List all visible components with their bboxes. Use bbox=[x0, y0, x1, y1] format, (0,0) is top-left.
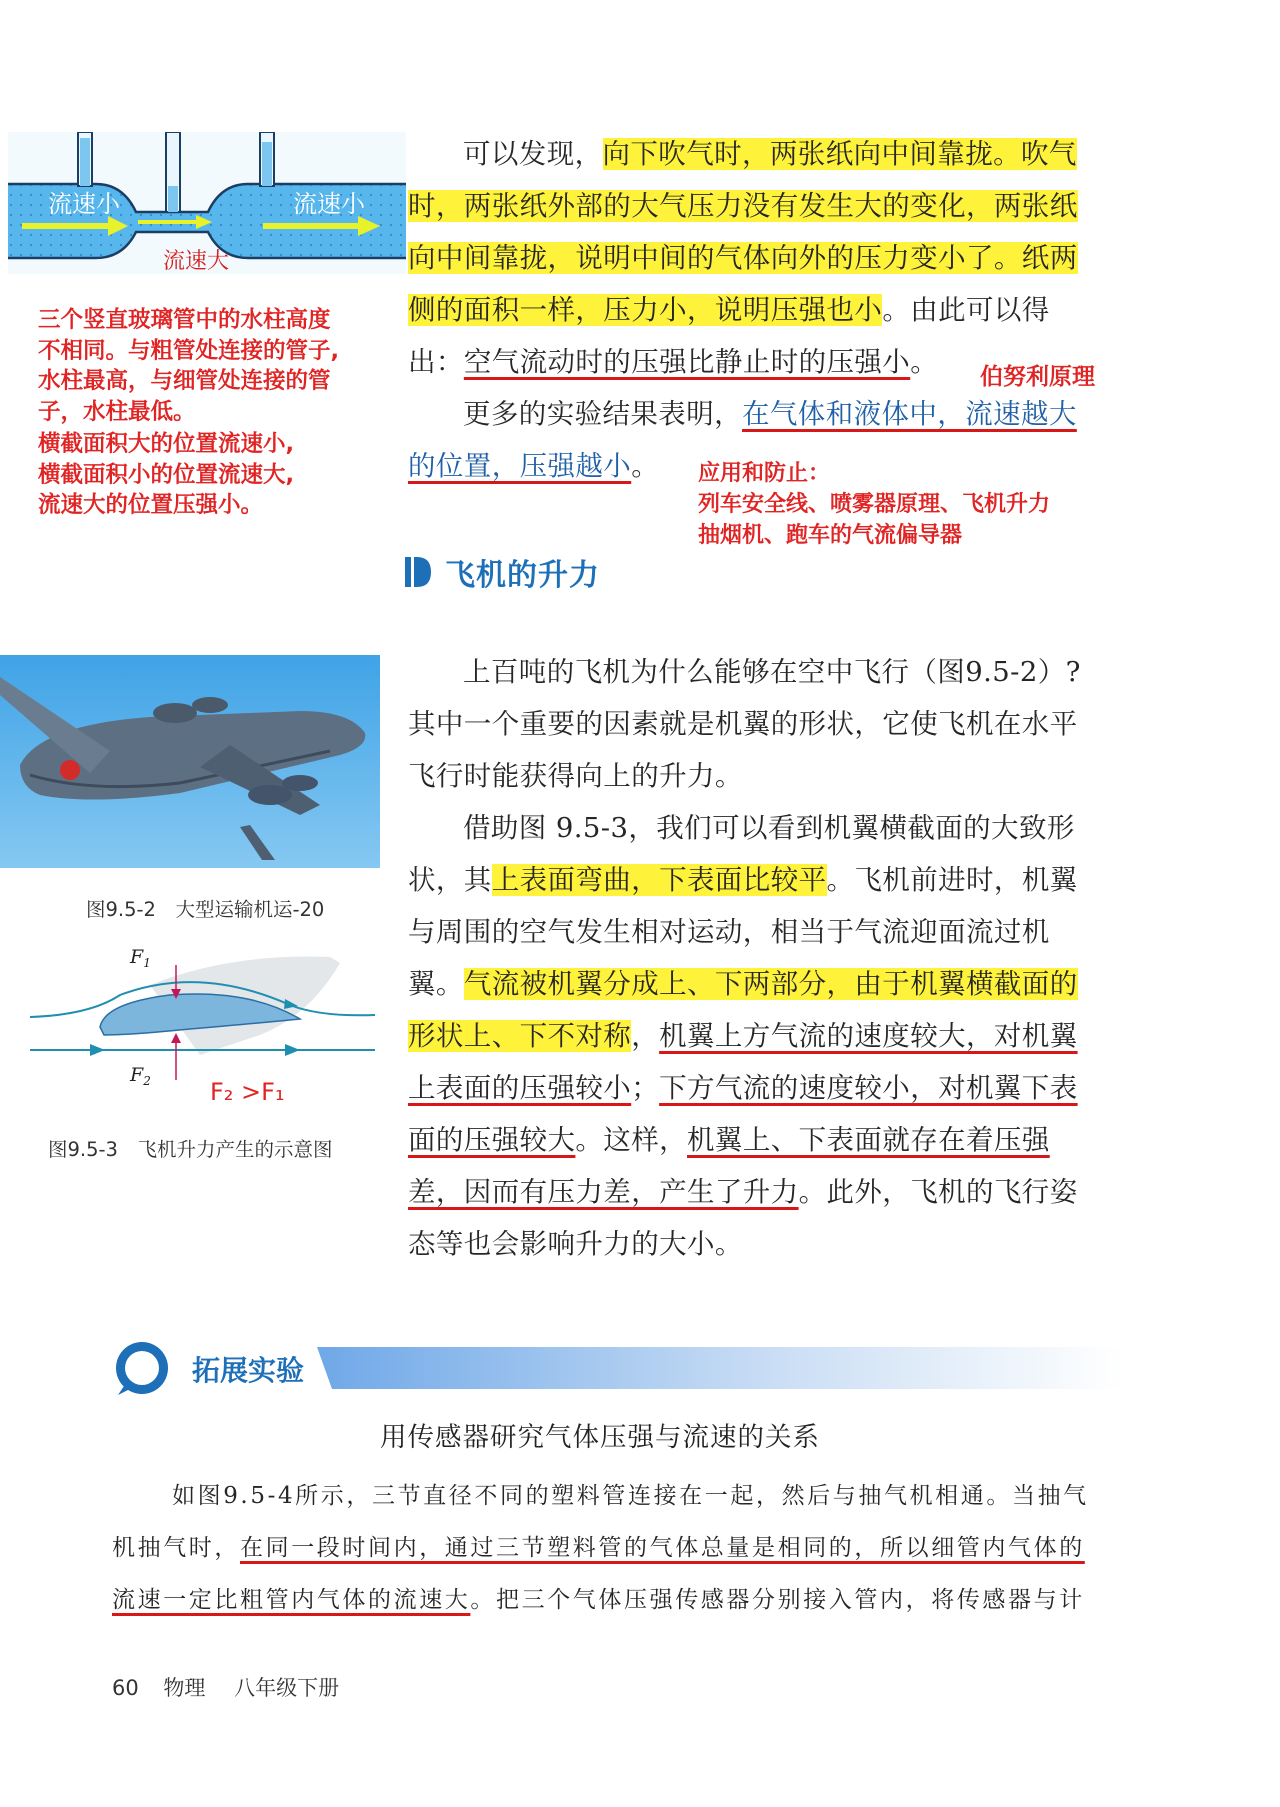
handwritten-note-forces: F₂ >F₁ bbox=[210, 1078, 285, 1106]
force-label-f2: $F_2$ bbox=[130, 1064, 151, 1088]
label-slow-left: 流速小 bbox=[48, 190, 120, 218]
plane-illustration bbox=[0, 655, 380, 868]
force-label-f1: $F_1$ bbox=[130, 946, 151, 970]
section-marker-icon bbox=[405, 555, 431, 589]
footer-subject: 物理 bbox=[163, 1676, 206, 1700]
handwritten-note-applications: 应用和防止： 列车安全线、喷雾器原理、飞机升力 抽烟机、跑车的气流偏导器 bbox=[698, 461, 1051, 548]
paragraph-observation: 可以发现，向下吹气时，两张纸向中间靠拢。吹气 时，两张纸外部的大气压力没有发生大的变化，两张纸 向中间靠拢，说明中间的气体向外的压力变小了。纸两 侧的面积一样，压力小，说明压强也小。由此可以得 出：空气流动时的压强比静止时的压强小。 bbox=[408, 138, 1078, 378]
paragraph-lift-question: 上百吨的飞机为什么能够在空中飞行（图9.5-2）? 其中一个重要的因素就是机翼的形状，它使飞机在水平 飞行时能获得向上的升力。 bbox=[408, 656, 1081, 792]
section-heading-lift bbox=[405, 550, 600, 594]
handwritten-note-tubes: 三个竖直玻璃管中的水柱高度 不相同。与粗管处连接的管子, 水柱最高，与细管处连接的管 子，水柱最低。 横截面积大的位置流速小, 横截面积小的位置流速大, 流速大的位置压强小。 bbox=[38, 307, 340, 518]
banner-title: 拓展实验 bbox=[192, 1354, 305, 1387]
tube-flow-figure bbox=[8, 132, 406, 274]
paragraph-conclusion: 更多的实验结果表明，在气体和液体中，流速越大 的位置，压强越小。 bbox=[408, 398, 1077, 482]
experiment-title: 用传感器研究气体压强与流速的关系 bbox=[380, 1422, 820, 1453]
paragraph-experiment: 如图9.5-4所示，三节直径不同的塑料管连接在一起，然后与抽气机相通。当抽气 机抽气时，在同一段时间内，通过三节塑料管的气体总量是相同的，所以细管内气体的 流速一定比粗管内气体的流速大。把三个气体压强传感器分别接入管内，将传感器与计 bbox=[112, 1483, 1089, 1613]
footer-grade: 八年级下册 bbox=[234, 1676, 340, 1700]
label-slow-right: 流速小 bbox=[293, 190, 365, 218]
transport-plane-photo bbox=[0, 655, 380, 868]
page-number: 60 bbox=[112, 1676, 139, 1700]
label-fast: 流速大 bbox=[163, 249, 230, 274]
page-footer bbox=[112, 1672, 339, 1702]
section-title: 飞机的升力 bbox=[445, 558, 600, 593]
paragraph-lift-explanation: 借助图 9.5-3，我们可以看到机翼横截面的大致形 状，其上表面弯曲，下表面比较平。飞机前进时，机翼 与周围的空气发生相对运动，相当于气流迎面流过机 翼。气流被机翼分成上、下两部分，由于机翼横截面的 形状上、下不对称，机翼上方气流的速度较大，对机翼 上表面的压强较小；下方气流的速度较小，对机翼下表 面的压强较大。这样，机翼上、下表面就存在着压强 差，因而有压力差，产生了升力。此外，飞机的飞行姿 态等也会影响升力的大小。 bbox=[408, 812, 1078, 1260]
extension-experiment-banner bbox=[112, 1335, 1122, 1401]
wing-lift-diagram bbox=[30, 945, 380, 1105]
figure-caption-wing: 图9.5-3 飞机升力产生的示意图 bbox=[48, 1138, 333, 1161]
figure-caption-plane: 图9.5-2 大型运输机运-20 bbox=[86, 898, 325, 921]
tube-flow-diagram bbox=[8, 132, 406, 274]
handwritten-note-bernoulli: 伯努利原理 bbox=[980, 364, 1095, 390]
wing-cross-section bbox=[30, 945, 380, 1105]
